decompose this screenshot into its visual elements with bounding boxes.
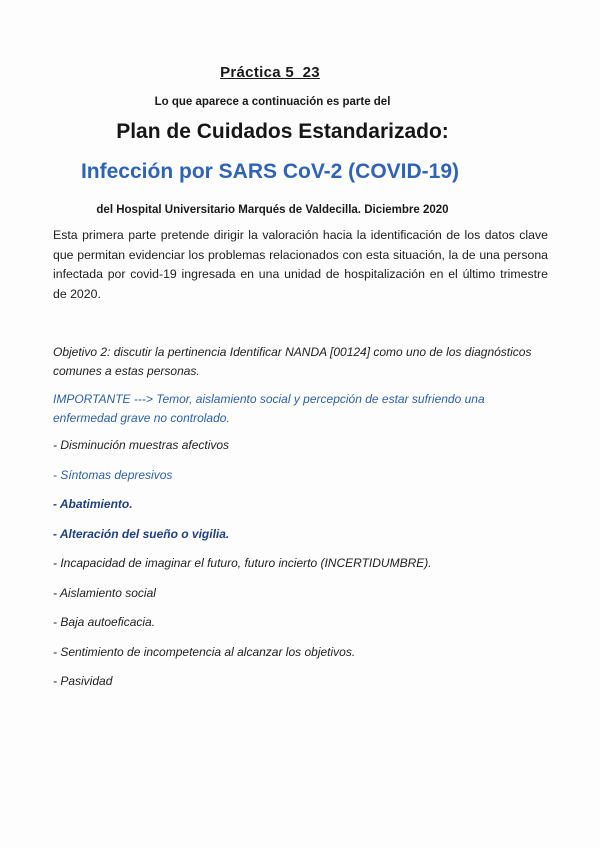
list-item: - Incapacidad de imaginar el futuro, futuro incierto (INCERTIDUMBRE).: [53, 556, 432, 570]
intro-paragraph: Esta primera parte pretende dirigir la valoración hacia la identificación de los datos clave que permitan evidenciar los problemas relacionados con esta situación, la de una persona infectada por covid-19 ingresada en una unidad de hospitalización en el último trimestre de 2020.: [53, 228, 548, 301]
list-item: - Pasividad: [53, 674, 113, 688]
intro-line: Lo que aparece a continuación es parte del: [154, 96, 391, 108]
list-item: - Alteración del sueño o vigilia.: [53, 526, 230, 541]
important-note: IMPORTANTE ---> Temor, aislamiento social y percepción de estar sufriendo una enfermedad grave no controlado.: [53, 392, 485, 425]
objective-text: Objetivo 2: discutir la pertinencia Identificar NANDA [00124] como uno de los diagnósticos comunes a estas personas.: [53, 345, 532, 378]
list-item: - Síntomas depresivos: [53, 467, 173, 482]
list-item: - Sentimiento de incompetencia al alcanzar los objetivos.: [53, 644, 356, 659]
list-item: - Aislamiento social: [53, 585, 156, 600]
practice-title: Práctica 5_23: [220, 64, 320, 81]
infection-title: Infección por SARS CoV-2 (COVID-19): [80, 160, 460, 183]
list-item: - Abatimiento.: [53, 497, 133, 511]
list-item: - Baja autoeficacia.: [53, 615, 156, 629]
hospital-line: del Hospital Universitario Marqués de Valdecilla. Diciembre 2020: [96, 204, 449, 216]
characteristics-list: [53, 438, 553, 704]
list-item: - Disminución muestras afectivos: [53, 438, 230, 452]
plan-title: Plan de Cuidados Estandarizado:: [116, 120, 449, 143]
